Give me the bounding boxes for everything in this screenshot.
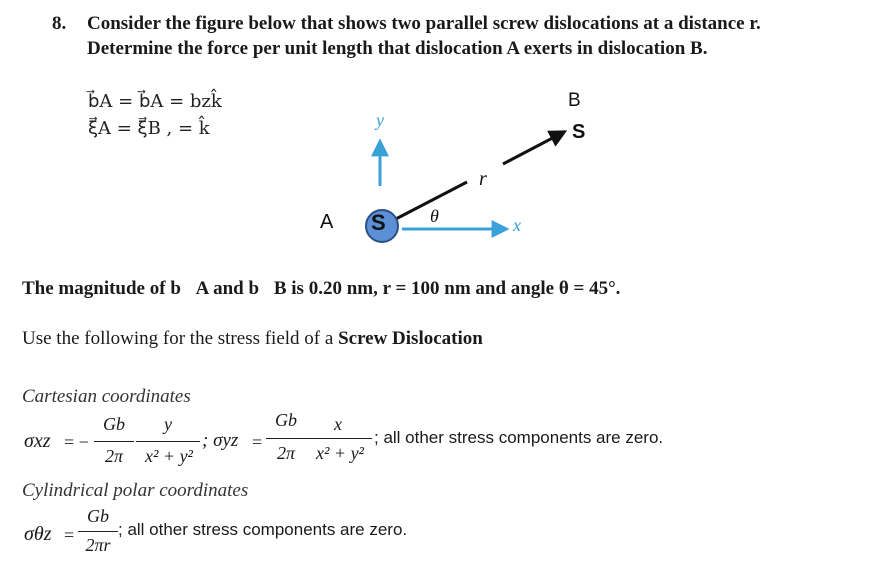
use-prefix: Use the following for the stress field of a [22, 328, 339, 349]
frac4-numerator: x [334, 414, 342, 434]
frac1-bar [94, 441, 134, 442]
line-direction-line: ξ⃗A = ξ⃗B , = k̂ [88, 118, 210, 139]
cartesian-heading: Cartesian coordinates [22, 386, 191, 407]
frac2-bar [136, 441, 200, 442]
r-label: r [479, 168, 487, 190]
r-line-lower [390, 182, 467, 222]
dislocation-b-s-label: S [572, 121, 586, 143]
magnitude-bb: b⃗B [248, 278, 287, 299]
burgers-vector-line: b⃗A = b⃗A = bzk̂ [88, 91, 222, 112]
sigma-xz: σxz [24, 430, 51, 452]
frac2-denominator: x² + y² [145, 446, 193, 466]
sigma-theta-z: σθz [24, 523, 52, 545]
cyl-equals: = [64, 525, 75, 545]
cartesian-tail: ; all other stress components are zero. [374, 428, 664, 447]
cyl-numerator: Gb [87, 506, 109, 526]
use-bold: Screw Dislocation [338, 328, 483, 349]
dislocation-a-s-label: S [371, 210, 386, 235]
question-number: 8. [52, 13, 67, 34]
label-b: B [568, 90, 581, 111]
frac3-bar [266, 438, 306, 439]
x-axis-label: x [513, 215, 521, 235]
y-axis-label: y [376, 110, 384, 130]
equals-2: = [252, 432, 263, 452]
frac3-numerator: Gb [275, 410, 297, 430]
magnitude-rest: is 0.20 nm, r = 100 nm and angle θ = 45°. [286, 278, 621, 299]
r-line-upper-arrow [503, 132, 564, 164]
magnitude-ba: b⃗A [170, 278, 209, 299]
frac1-numerator: Gb [103, 414, 125, 434]
magnitude-sentence [22, 278, 620, 300]
theta-label: θ [430, 206, 439, 226]
frac2-numerator: y [164, 414, 172, 434]
cyl-denominator: 2πr [85, 535, 111, 555]
frac3-denominator: 2π [276, 443, 296, 463]
frac1-denominator: 2π [104, 446, 124, 466]
equals-minus: = − [64, 432, 89, 452]
frac4-denominator: x² + y² [316, 443, 364, 463]
cylindrical-tail: ; all other stress components are zero. [118, 520, 408, 539]
question-line-2: Determine the force per unit length that dislocation A exerts in dislocation B. [87, 38, 708, 59]
question-line-1: Consider the figure below that shows two parallel screw dislocations at a distance r. [87, 13, 761, 34]
magnitude-and: and [208, 278, 249, 299]
magnitude-prefix: The magnitude of [22, 278, 171, 299]
use-following-sentence [22, 328, 483, 350]
sigma-yz: ; σyz [202, 430, 239, 451]
label-a: A [320, 211, 334, 233]
frac4-bar [306, 438, 372, 439]
cylindrical-heading: Cylindrical polar coordinates [22, 480, 249, 501]
cyl-bar [78, 531, 118, 532]
